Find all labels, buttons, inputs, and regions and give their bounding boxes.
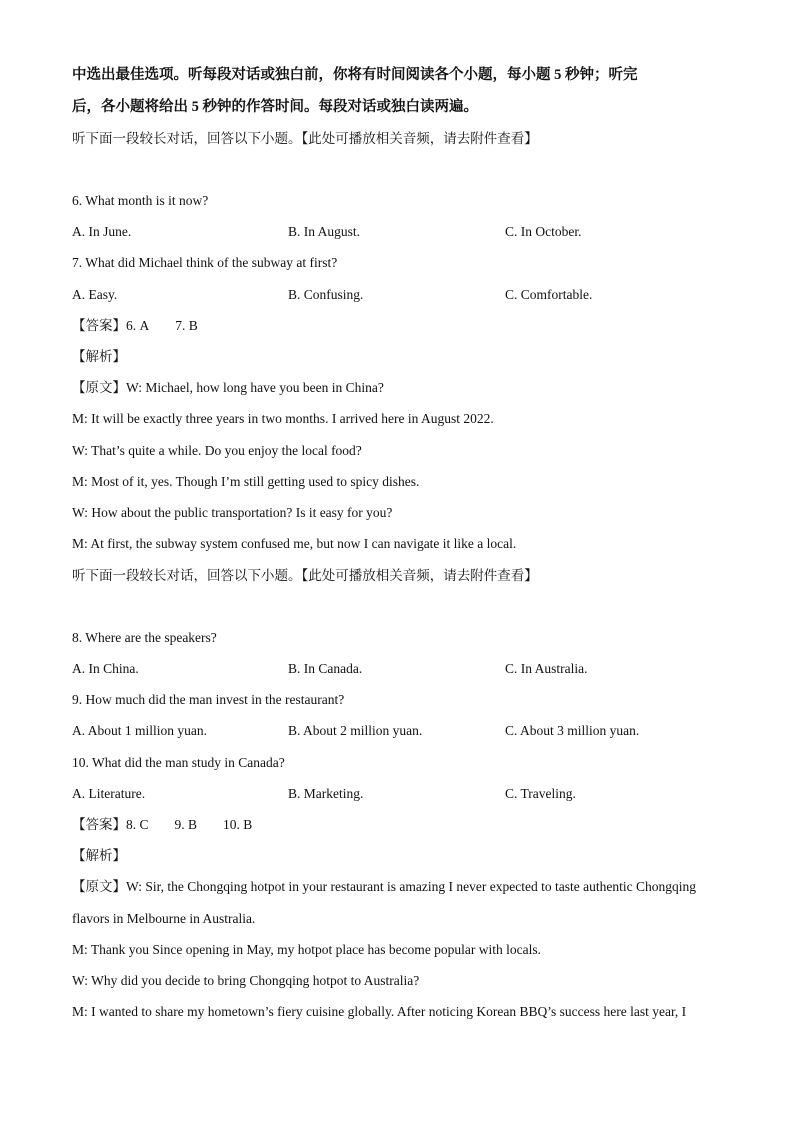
q9-option-a: A. About 1 million yuan. [72,723,207,738]
transcript-1-line-5: W: How about the public transportation? Is it easy for you? [72,505,393,520]
q8-option-b: B. In Canada. [288,661,363,676]
transcript-2-line-3: M: Thank you Since opening in May, my hotpot place has become popular with locals. [72,942,542,957]
question-6: 6. What month is it now? [72,193,209,208]
q10-option-a: A. Literature. [72,786,146,801]
analysis-label-2: 【解析】 [72,848,126,863]
transcript-1-line-2: M: It will be exactly three years in two months. I arrived here in August 2022. [72,411,494,426]
q6-option-a: A. In June. [72,224,132,239]
q9-option-c: C. About 3 million yuan. [505,723,640,738]
q9-option-b: B. About 2 million yuan. [288,723,423,738]
answer-10: 10. B [223,817,253,832]
question-10: 10. What did the man study in Canada? [72,755,285,770]
answer-7: 7. B [175,318,198,333]
q7-option-a: A. Easy. [72,287,118,302]
transcript-2-line-1 [72,878,696,896]
instructions-line-1: 中选出最佳选项。听每段对话或独白前，你将有时间阅读各个小题，每小题 5 秒钟；听完 [72,67,638,83]
q7-option-b: B. Confusing. [288,287,364,302]
section2-prompt: 听下面一段较长对话，回答以下小题。【此处可播放相关音频，请去附件查看】 [72,568,538,583]
transcript-2-line-4: W: Why did you decide to bring Chongqing hotpot to Australia? [72,973,420,988]
transcript-1-line-3: W: That’s quite a while. Do you enjoy the local food? [72,443,362,458]
instructions-line-2: 后，各小题将给出 5 秒钟的作答时间。每段对话或独白读两遍。 [72,99,478,115]
answer-label: 【答案】 [72,318,126,333]
question-8: 8. Where are the speakers? [72,630,217,645]
answer-label: 【答案】 [72,817,126,832]
q10-option-b: B. Marketing. [288,786,364,801]
question-9: 9. How much did the man invest in the restaurant? [72,692,345,707]
transcript-2-line-2: flavors in Melbourne in Australia. [72,911,256,926]
transcript-1-line-4: M: Most of it, yes. Though I’m still getting used to spicy dishes. [72,474,420,489]
q6-option-c: C. In October. [505,224,582,239]
transcript-label: 【原文】 [72,380,126,395]
answer-8: 8. C [126,817,149,832]
transcript-2-line-5: M: I wanted to share my hometown’s fiery cuisine globally. After noticing Korean BBQ’s success here last year, I [72,1004,687,1019]
q7-option-c: C. Comfortable. [505,287,593,302]
transcript-label: 【原文】 [72,879,126,894]
transcript-text: W: Sir, the Chongqing hotpot in your restaurant is amazing I never expected to taste authentic Chongqing [126,879,696,894]
section1-prompt: 听下面一段较长对话，回答以下小题。【此处可播放相关音频，请去附件查看】 [72,131,538,146]
transcript-text: W: Michael, how long have you been in China? [126,380,384,395]
q8-option-a: A. In China. [72,661,139,676]
question-7: 7. What did Michael think of the subway at first? [72,255,338,270]
q8-option-c: C. In Australia. [505,661,588,676]
q6-option-b: B. In August. [288,224,361,239]
answer-6: 6. A [126,318,150,333]
answer-9: 9. B [174,817,198,832]
answer-line-2 [72,816,252,834]
transcript-1-line-6: M: At first, the subway system confused me, but now I can navigate it like a local. [72,536,517,551]
answer-line-1 [72,317,198,335]
q10-option-c: C. Traveling. [505,786,576,801]
analysis-label-1: 【解析】 [72,349,126,364]
transcript-1-line-1 [72,379,384,397]
